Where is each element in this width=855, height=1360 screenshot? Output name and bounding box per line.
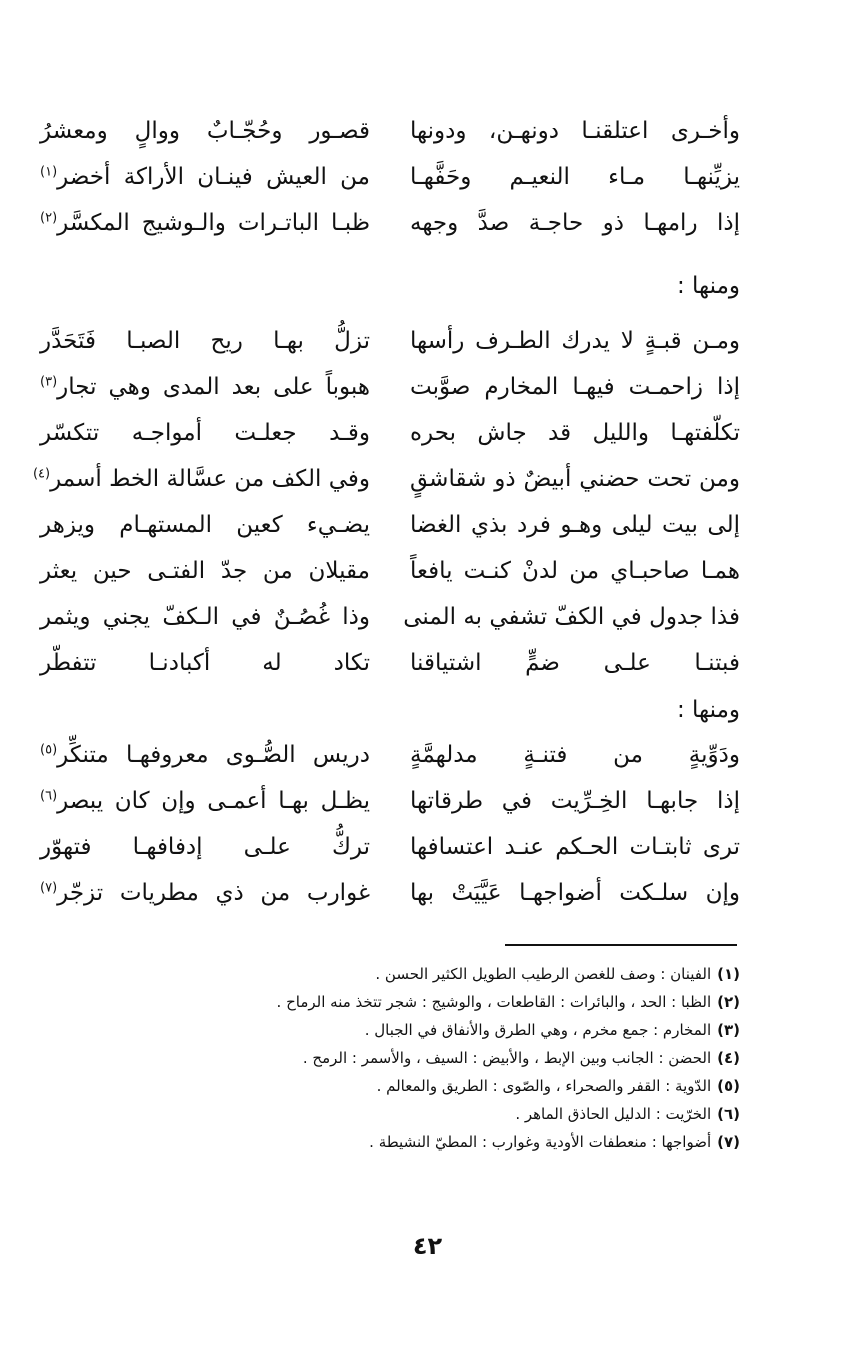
verse-second-hemistich: تكاد له أكبادنـا تتفطّر <box>40 650 370 676</box>
footnote-text: الفينان : وصف للغصن الرطيب الطويل الكثير الحسن . <box>375 965 712 983</box>
footnote-text: الظبا : الحد ، والبائرات : القاطعات ، والوشيج : شجر تتخذ منه الرماح . <box>276 993 712 1011</box>
verse-first-hemistich: ودَوِّيةٍ من فتنـةٍ مدلهمَّةٍ <box>410 742 740 768</box>
footnote-marker: (٢) <box>40 210 58 226</box>
verse-row <box>40 200 740 246</box>
verse-row <box>40 364 740 410</box>
verse-second-hemistich: هبوباً على بعد المدى وهي تجار$^{(٣)}$ <box>40 374 370 400</box>
footnote-marker: (٣) <box>40 374 58 390</box>
verse-row <box>40 502 740 548</box>
verse-second-hemistich: غوارب من ذي مطريات تزجّر$^{(٧)}$ <box>40 880 370 906</box>
verse-second-hemistich: تركُّ علـى إدفافهـا فتهوّر <box>40 834 370 860</box>
verse-row <box>32 456 740 502</box>
verse-first-hemistich: إلى بيت ليلى وهـو فرد بذي الغضا <box>410 512 740 538</box>
verse-row <box>40 778 740 824</box>
verse-first-hemistich: همـا صاحبـاي من لدنْ كنـت يافعاً <box>410 558 740 584</box>
verse-first-hemistich: فبتنـا علـى ضمٍّ اشتياقنا <box>410 650 740 676</box>
verse-second-hemistich: يضـيء كعين المستهـام ويزهر <box>40 512 370 538</box>
verse-second-hemistich: وذا غُصُـنٌ في الـكفّ يجني ويثمر <box>40 604 370 630</box>
footnote-marker: (٦) <box>40 788 58 804</box>
section-header: ومنها : <box>676 273 740 299</box>
verse-second-hemistich: من العيش فينـان الأراكة أخضر$^{(١)}$ <box>40 164 370 190</box>
verse-first-hemistich: فذا جدول في الكفّ تشفي به المنى <box>403 604 740 630</box>
footnote-item <box>100 1072 740 1100</box>
verse-first-hemistich: إذا زاحمـت فيهـا المخارم صوَّبت <box>410 374 740 400</box>
footnote-number: (٣) <box>717 1021 740 1039</box>
footnote-item <box>100 1044 740 1072</box>
verse-second-hemistich: وقـد جعلـت أمواجـه تتكسّر <box>40 420 370 446</box>
verse-first-hemistich: يزيِّنهـا مـاء النعيـم وحَفَّهـا <box>410 164 740 190</box>
footnote-number: (٧) <box>717 1133 740 1151</box>
verse-row <box>40 824 740 870</box>
verse-row <box>40 410 740 456</box>
footnote-number: (١) <box>717 965 740 983</box>
verse-second-hemistich: قصـور وحُجّـابٌ ووالٍ ومعشرُ <box>40 118 370 144</box>
footnote-marker: (٥) <box>40 742 58 758</box>
footnote-separator <box>505 944 737 946</box>
footnote-number: (٤) <box>717 1049 740 1067</box>
footnote-text: الخرّيت : الدليل الحاذق الماهر . <box>515 1105 712 1123</box>
footnote-number: (٢) <box>717 993 740 1011</box>
verse-row <box>40 594 740 640</box>
poem-section-3 <box>40 732 740 916</box>
poem-section-1 <box>40 108 740 246</box>
verse-second-hemistich: مقيلان من جدّ الفتـى حين يعثر <box>40 558 370 584</box>
verse-first-hemistich: إذا جابهـا الخِـرِّيت في طرقاتها <box>410 788 740 814</box>
footnote-number: (٦) <box>717 1105 740 1123</box>
footnote-item <box>100 988 740 1016</box>
footnote-number: (٥) <box>717 1077 740 1095</box>
verse-first-hemistich: ومن تحت حضني أبيضٌ ذو شقاشقٍ <box>410 466 740 492</box>
verse-first-hemistich: إذا رامهـا ذو حاجـة صدَّ وجهه <box>410 210 740 236</box>
footnote-item <box>100 1016 740 1044</box>
verse-second-hemistich: دريس الصُّـوى معروفهـا متنكِّر$^{(٥)}$ <box>40 742 370 768</box>
footnote-text: الحضن : الجانب وبين الإبط ، والأبيض : السيف ، والأسمر : الرمح . <box>302 1049 712 1067</box>
verse-row <box>40 732 740 778</box>
poem-section-2 <box>32 318 740 732</box>
verse-first-hemistich: ترى ثابتـات الحـكم عنـد اعتسافها <box>410 834 740 860</box>
footnote-text: المخارم : جمع مخرم ، وهي الطرق والأنفاق في الجبال . <box>364 1021 712 1039</box>
verse-row <box>40 108 740 154</box>
verse-first-hemistich: ومـن قبـةٍ لا يدرك الطـرف رأسها <box>410 328 740 354</box>
verse-first-hemistich: وإن سلـكت أضواجهـا عَيَّيَتْ بها <box>410 880 740 906</box>
footnote-marker: (٤) <box>32 466 51 482</box>
verse-row <box>40 548 740 594</box>
verse-second-hemistich: وفي الكف من عسَّالة الخط أسمر$^{(٤)}$ <box>32 466 370 492</box>
footnote-item <box>100 960 740 988</box>
verse-first-hemistich: تكلّفتهـا والليل قد جاش بحره <box>410 420 740 446</box>
footnote-marker: (١) <box>40 164 58 180</box>
verse-row <box>40 318 740 364</box>
footnote-text: الدّوية : القفر والصحراء ، والصّوى : الطريق والمعالم . <box>376 1077 712 1095</box>
verse-second-hemistich: تزلُّ بهـا ريح الصبـا فَتَحَدَّر <box>40 328 370 354</box>
footnote-item <box>100 1100 740 1128</box>
footnotes <box>100 960 740 1156</box>
verse-first-hemistich: وأخـرى اعتلقنـا دونهـن، ودونها <box>410 118 740 144</box>
verse-row <box>40 640 740 686</box>
verse-second-hemistich: ظبـا الباتـرات والـوشيج المكسَّر$^{(٢)}$ <box>40 210 370 236</box>
verse-second-hemistich: يظـل بهـا أعمـى وإن كان يبصر$^{(٦)}$ <box>40 788 370 814</box>
verse-row <box>40 870 740 916</box>
page-number: ٤٢ <box>412 1232 443 1260</box>
verse-second-hemistich <box>40 686 370 732</box>
footnote-marker: (٧) <box>40 880 58 896</box>
section-header: ومنها : <box>676 697 740 723</box>
footnote-text: أضواجها : منعطفات الأودية وغوارب : المطيّ النشيطة . <box>369 1133 712 1151</box>
footnote-item <box>100 1128 740 1156</box>
verse-row <box>40 154 740 200</box>
